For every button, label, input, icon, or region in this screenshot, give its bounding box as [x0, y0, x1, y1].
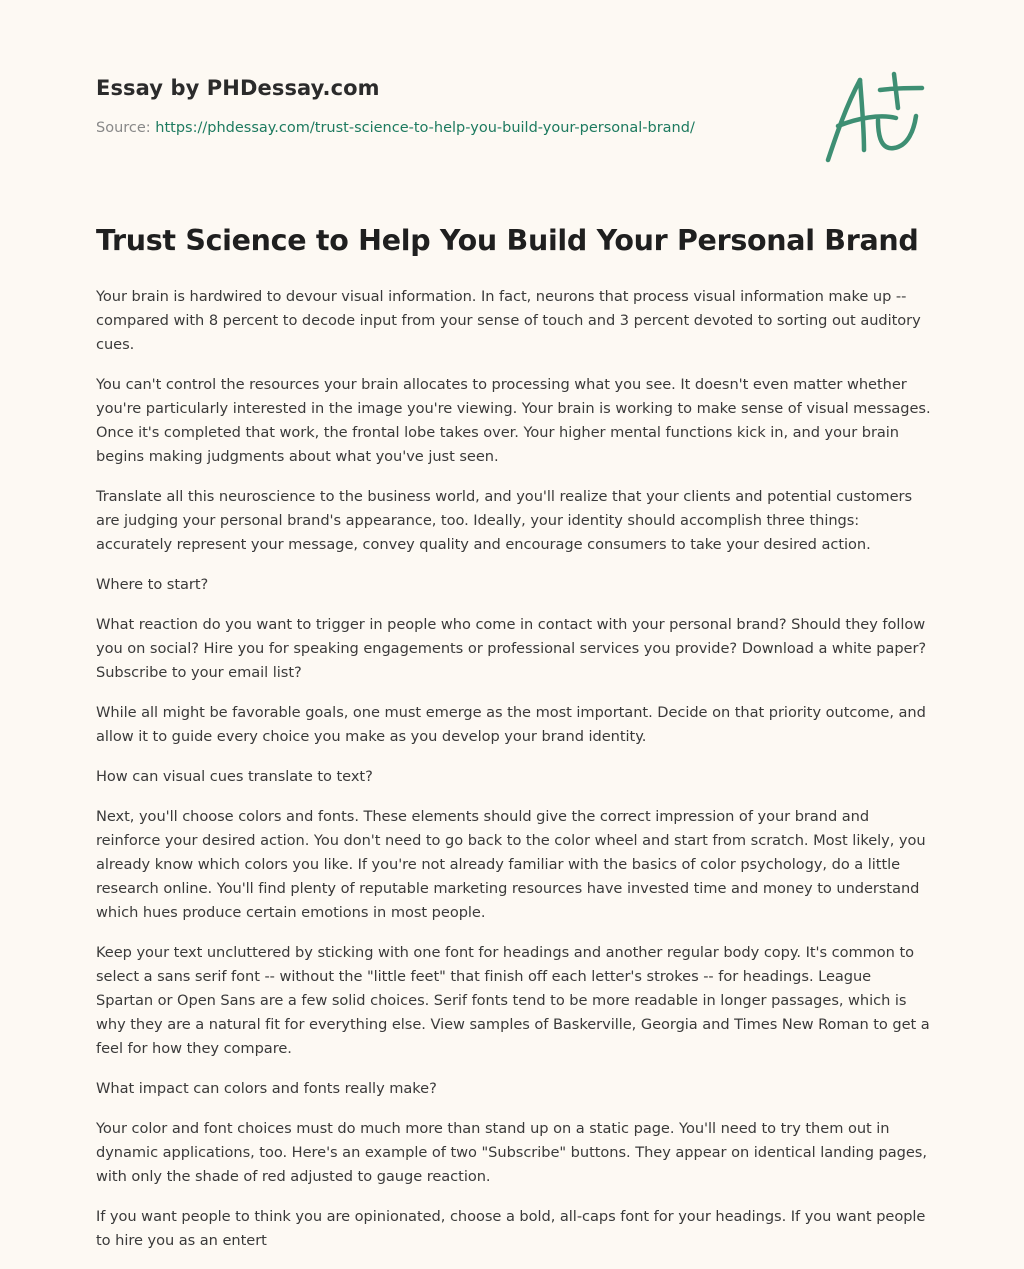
site-title: Essay by PHDessay.com: [96, 76, 380, 100]
source-line: [96, 120, 695, 136]
article-subheading: Where to start?: [96, 576, 209, 593]
article-subheading: How can visual cues translate to text?: [96, 768, 373, 785]
article-subheading: What impact can colors and fonts really make?: [96, 1080, 437, 1097]
a-plus-grade-icon: [818, 66, 928, 166]
page-header: [96, 76, 695, 136]
article-body: [96, 285, 932, 1269]
article-paragraph: Next, you'll choose colors and fonts. These elements should give the correct impression of your brand and reinforce your desired action. You don't need to go back to the color wheel and start from scratch. Most likely, you already know which colors you like. If you're not already familiar with the basics of color psychology, do a little research online. You'll find plenty of reputable marketing resources have invested time and money to understand which hues produce certain emotions in most people.: [96, 808, 926, 921]
article-paragraph: If you want people to think you are opinionated, choose a bold, all-caps font for your headings. If you want people to hire you as an entert: [96, 1208, 926, 1249]
article-paragraph: Your brain is hardwired to devour visual information. In fact, neurons that process visual information make up -- compared with 8 percent to decode input from your sense of touch and 3 percent devoted to sorting out auditory cues.: [96, 288, 921, 353]
source-label: Source:: [96, 120, 156, 136]
article-paragraph: Your color and font choices must do much more than stand up on a static page. You'll need to try them out in dynamic applications, too. Here's an example of two "Subscribe" buttons. They appear on identical landing pages, with only the shade of red adjusted to gauge reaction.: [96, 1120, 927, 1185]
article-paragraph: You can't control the resources your brain allocates to processing what you see. It doesn't even matter whether you're particularly interested in the image you're viewing. Your brain is working to make sense of visual messages. Once it's completed that work, the frontal lobe takes over. Your higher mental functions kick in, and your brain begins making judgments about what you've just seen.: [96, 376, 931, 465]
article-paragraph: Keep your text uncluttered by sticking with one font for headings and another regular body copy. It's common to select a sans serif font -- without the "little feet" that finish off each letter's strokes -- for headings. League Spartan or Open Sans are a few solid choices. Serif fonts tend to be more readable in longer passages, which is why they are a natural fit for everything else. View samples of Baskerville, Georgia and Times New Roman to get a feel for how they compare.: [96, 944, 930, 1057]
article-title: Trust Science to Help You Build Your Personal Brand: [96, 224, 919, 257]
article-paragraph: Translate all this neuroscience to the business world, and you'll realize that your clients and potential customers are judging your personal brand's appearance, too. Ideally, your identity should accomplish three things: accurately represent your message, convey quality and encourage consumers to take your desired action.: [96, 488, 913, 553]
article-paragraph: While all might be favorable goals, one must emerge as the most important. Decide on that priority outcome, and allow it to guide every choice you make as you develop your brand identity.: [96, 704, 926, 745]
source-link[interactable]: https://phdessay.com/trust-science-to-help-you-build-your-personal-brand/: [155, 120, 695, 136]
article-paragraph: What reaction do you want to trigger in people who come in contact with your personal brand? Should they follow you on social? Hire you for speaking engagements or professional services you provide? Download a white paper? Subscribe to your email list?: [96, 616, 927, 681]
